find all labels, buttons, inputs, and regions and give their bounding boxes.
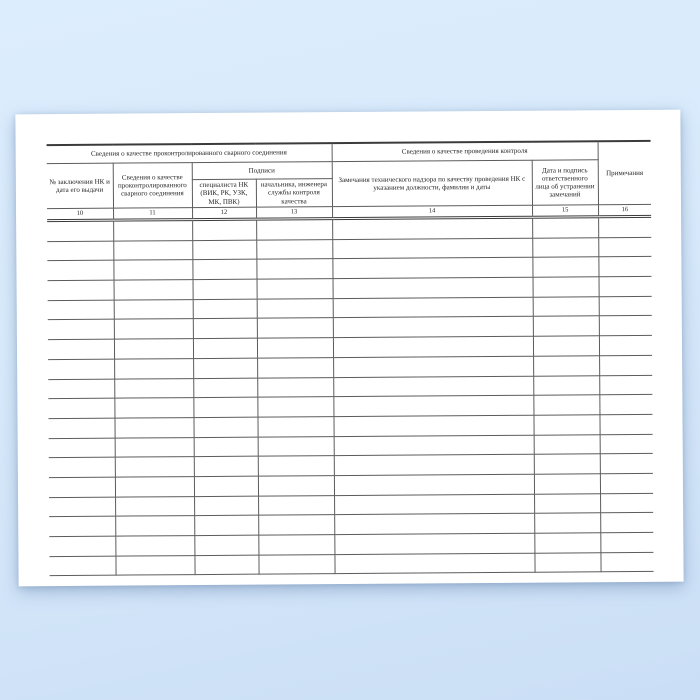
empty-cell [333, 277, 533, 298]
column-number: 16 [598, 204, 651, 216]
empty-cell [192, 219, 256, 240]
empty-cell [49, 457, 115, 477]
empty-cell [48, 418, 114, 438]
empty-cell [599, 276, 652, 296]
empty-cell [193, 299, 257, 319]
empty-cell [48, 280, 114, 300]
empty-cell [532, 257, 598, 277]
empty-cell [258, 495, 334, 515]
empty-cell [600, 414, 653, 434]
empty-cell [332, 258, 532, 279]
empty-cell [333, 356, 533, 377]
empty-cell [258, 456, 334, 476]
empty-cell [258, 476, 334, 496]
empty-cell [49, 438, 115, 458]
empty-cell [193, 417, 257, 437]
empty-cell [334, 435, 534, 456]
empty-cell [194, 496, 258, 516]
empty-cell [598, 237, 651, 257]
empty-cell [256, 259, 332, 279]
empty-cell [48, 300, 114, 320]
empty-cell [533, 336, 599, 356]
empty-cell [333, 376, 533, 397]
empty-cell [194, 437, 258, 457]
column-header-nk-specialist: специалиста НК (ВИК, РК, УЗК, МК, ПВК) [192, 179, 256, 207]
column-header-notes: Примечания [598, 141, 651, 205]
empty-cell [534, 493, 600, 513]
empty-cell [48, 339, 114, 359]
empty-cell [334, 474, 534, 495]
empty-cell [257, 279, 333, 299]
table-row [49, 552, 653, 576]
empty-cell [334, 533, 534, 554]
empty-cell [258, 535, 334, 555]
empty-cell [257, 416, 333, 436]
column-number: 11 [113, 208, 192, 221]
empty-cell [334, 494, 534, 515]
empty-cell [113, 240, 192, 260]
empty-cell [534, 533, 600, 553]
empty-cell [47, 261, 113, 281]
empty-cell [115, 496, 194, 516]
empty-cell [599, 316, 652, 336]
empty-cell [48, 320, 114, 340]
empty-cell [49, 536, 115, 556]
column-header-nk-conclusion: № заключения НК и дата его выдачи [47, 163, 113, 208]
empty-cell [49, 497, 115, 517]
column-header-supervision-remarks: Замечания технического надзора по качеству проведения НК с указанием должности, фамилии и даты [332, 160, 532, 206]
empty-cell [192, 260, 256, 280]
column-header-weld-quality-info: Сведения о качестве проконтролированного сварного соединения [113, 163, 192, 209]
column-header-row [47, 159, 651, 180]
empty-cell [113, 260, 192, 280]
empty-cell [193, 358, 257, 378]
empty-cell [256, 219, 332, 240]
empty-cell [194, 476, 258, 496]
empty-cell [193, 397, 257, 417]
empty-cell [333, 395, 533, 416]
empty-cell [257, 377, 333, 397]
empty-cell [257, 357, 333, 377]
empty-cell [115, 555, 194, 575]
group-header-weld-quality: Сведения о качестве проконтролированного сварного соединения [47, 143, 332, 163]
empty-cell [193, 319, 257, 339]
empty-cell [600, 552, 653, 572]
empty-cell [534, 552, 600, 572]
empty-cell [114, 319, 193, 339]
empty-cell [333, 415, 533, 436]
empty-cell [256, 239, 332, 259]
empty-cell [194, 555, 258, 575]
empty-cell [49, 477, 115, 497]
empty-cell [534, 434, 600, 454]
control-journal-table [47, 140, 654, 577]
empty-cell [534, 454, 600, 474]
empty-cell [599, 375, 652, 395]
empty-cell [114, 378, 193, 398]
empty-cell [47, 220, 113, 241]
empty-cell [532, 217, 598, 238]
empty-cell [534, 474, 600, 494]
column-header-signatures: Подписи [192, 162, 332, 180]
empty-cell [48, 379, 114, 399]
empty-cell [533, 395, 599, 415]
empty-cell [258, 554, 334, 574]
empty-cell [600, 473, 653, 493]
document-sheet [15, 110, 683, 587]
empty-cell [47, 241, 113, 261]
empty-cell [599, 296, 652, 316]
empty-cell [115, 437, 194, 457]
empty-cell [332, 217, 532, 239]
empty-cell [600, 454, 653, 474]
column-header-remarks-resolution: Дата и подпись ответственного лица об устранении замечаний [532, 160, 598, 205]
empty-cell [599, 336, 652, 356]
empty-cell [599, 395, 652, 415]
empty-cell [533, 415, 599, 435]
empty-cell [194, 515, 258, 535]
empty-cell [114, 339, 193, 359]
empty-cell [193, 279, 257, 299]
empty-cell [49, 516, 115, 536]
empty-cell [257, 318, 333, 338]
empty-cell [193, 378, 257, 398]
empty-cell [114, 280, 193, 300]
empty-cell [113, 220, 192, 241]
empty-cell [334, 454, 534, 475]
empty-cell [114, 417, 193, 437]
empty-cell [193, 338, 257, 358]
group-header-control-quality: Сведения о качестве проведения контроля [332, 141, 598, 161]
empty-cell [600, 493, 653, 513]
empty-cell [333, 336, 533, 357]
column-number: 13 [256, 207, 332, 220]
empty-cell [257, 338, 333, 358]
empty-cell [48, 398, 114, 418]
empty-cell [115, 536, 194, 556]
column-number: 10 [47, 208, 113, 220]
empty-cell [192, 240, 256, 260]
empty-cell [533, 356, 599, 376]
empty-cell [114, 299, 193, 319]
empty-cell [257, 397, 333, 417]
empty-cell [533, 277, 599, 297]
empty-cell [332, 238, 532, 259]
empty-cell [115, 477, 194, 497]
empty-cell [599, 355, 652, 375]
empty-cell [533, 375, 599, 395]
empty-cell [114, 398, 193, 418]
empty-cell [114, 358, 193, 378]
empty-cell [600, 434, 653, 454]
empty-cell [534, 513, 600, 533]
empty-cell [194, 535, 258, 555]
empty-cell [115, 457, 194, 477]
empty-cell [257, 298, 333, 318]
column-number: 14 [332, 205, 532, 218]
empty-cell [49, 556, 115, 576]
empty-cell [333, 317, 533, 338]
empty-cell [194, 456, 258, 476]
empty-cell [334, 514, 534, 535]
empty-cell [598, 257, 651, 277]
empty-cell [598, 216, 651, 237]
empty-cell [333, 297, 533, 318]
column-header-quality-chief: начальника, инженера службы контроля качества [256, 179, 332, 208]
table-body [47, 216, 653, 576]
empty-cell [532, 237, 598, 257]
empty-cell [533, 316, 599, 336]
empty-cell [334, 553, 534, 574]
empty-cell [258, 515, 334, 535]
empty-cell [48, 359, 114, 379]
empty-cell [258, 436, 334, 456]
column-number: 12 [192, 207, 256, 219]
column-number: 15 [532, 205, 598, 217]
empty-cell [115, 516, 194, 536]
empty-cell [533, 297, 599, 317]
empty-cell [600, 532, 653, 552]
empty-cell [600, 513, 653, 533]
